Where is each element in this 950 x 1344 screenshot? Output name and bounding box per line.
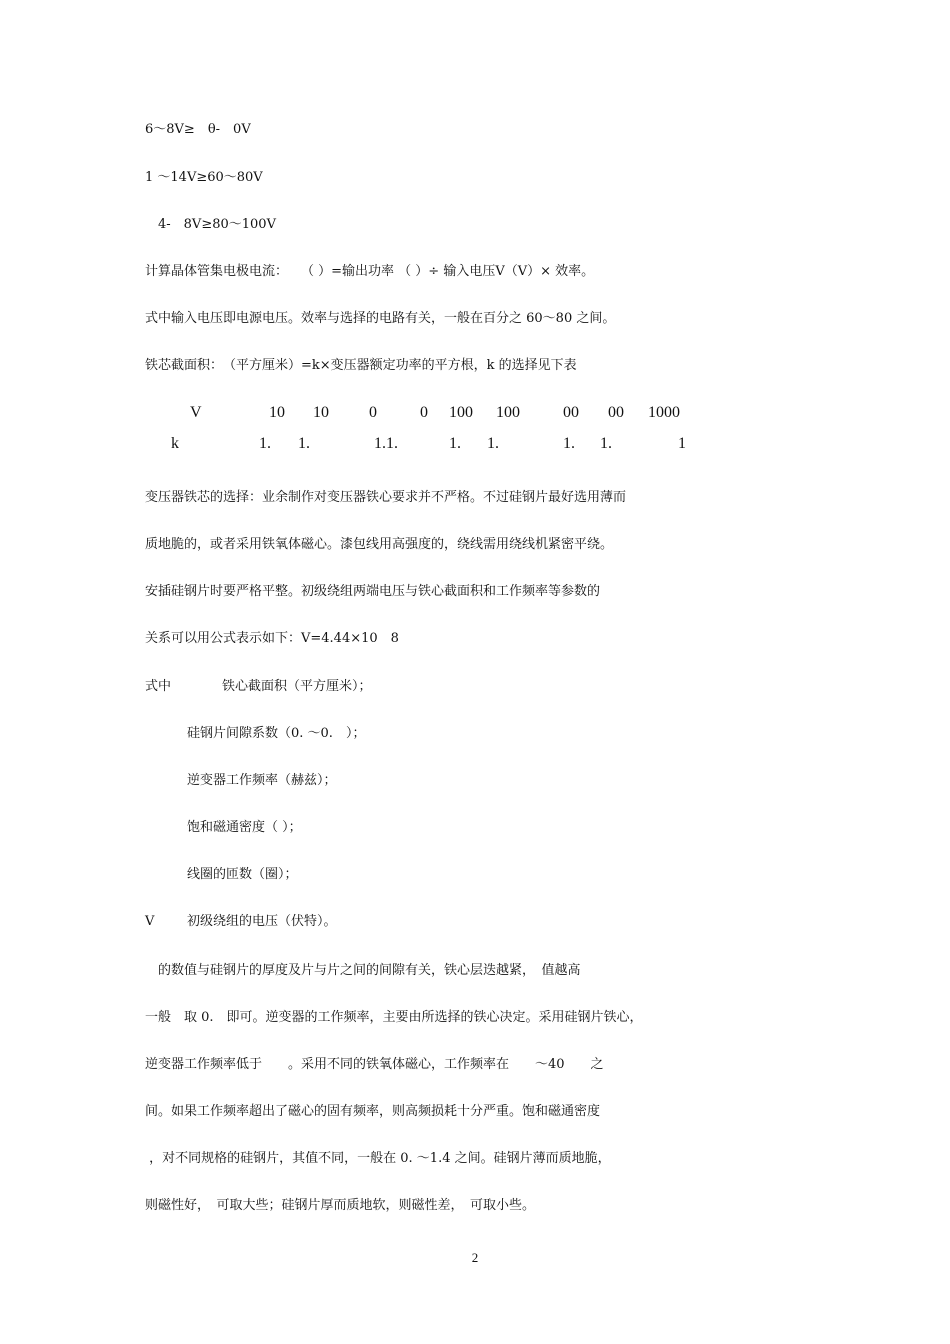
defs-lead: 式中 (145, 679, 172, 694)
def-v-text: 初级绕组的电压（伏特）。 (187, 914, 337, 929)
closing-line: 的数值与硅钢片的厚度及片与片之间的间隙有关，铁心层迭越紧， 值越高 (145, 963, 581, 978)
table-cell: 1 (678, 435, 686, 452)
closing-line: 间。如果工作频率超出了磁心的固有频率，则高频损耗十分严重。饱和磁通密度 (145, 1104, 601, 1119)
def-item: 线圈的匝数（圈）； (187, 867, 298, 882)
closing-line: 逆变器工作频率低于 。采用不同的铁氧体磁心，工作频率在 ～40 之 (145, 1057, 604, 1072)
core-area-formula: 铁芯截面积： （平方厘米）=k×变压器额定功率的平方根，k 的选择见下表 (145, 358, 577, 373)
table-cell: 0 (369, 404, 377, 421)
table-cell: 100 (496, 404, 520, 421)
table-cell: 1. (298, 435, 310, 452)
closing-line: 则磁性好， 可取大些；硅钢片厚而质地软，则磁性差， 可取小些。 (145, 1198, 536, 1213)
efficiency-note: 式中输入电压即电源电压。效率与选择的电路有关，一般在百分之 60～80 之间。 (145, 311, 616, 326)
def-item: 铁心截面积（平方厘米）； (222, 679, 372, 694)
table-cell: 1.1. (374, 435, 398, 452)
collector-current-formula: 计算晶体管集电极电流： （ ）=输出功率 （ ）÷ 输入电压V（V）× 效率。 (145, 264, 595, 279)
paragraph-line: 安插硅钢片时要严格平整。初级绕组两端电压与铁心截面积和工作频率等参数的 (145, 584, 601, 599)
paragraph-line: 质地脆的，或者采用铁氧体磁心。漆包线用高强度的，绕线需用绕线机紧密平绕。 (145, 537, 614, 552)
voltage-line-3: 4- 8V≥80～100V (145, 217, 276, 232)
def-item: 硅钢片间隙系数（0. ～0. ）； (187, 726, 366, 741)
table-cell: V (190, 404, 202, 421)
table-cell: 1. (600, 435, 612, 452)
table-cell: 1. (259, 435, 271, 452)
table-cell: k (171, 435, 179, 452)
table-cell: 0 (420, 404, 428, 421)
table-cell: 10 (313, 404, 329, 421)
table-cell: 1000 (648, 404, 680, 421)
table-cell: 10 (269, 404, 285, 421)
closing-line: 一般 取 0. 即可。逆变器的工作频率，主要由所选择的铁心决定。采用硅钢片铁心， (145, 1010, 643, 1025)
table-cell: 1. (487, 435, 499, 452)
table-row-k (0, 435, 950, 457)
def-item: 饱和磁通密度（ ）； (187, 820, 302, 835)
def-item: 逆变器工作频率（赫兹）； (187, 773, 337, 788)
table-row-v (0, 404, 950, 426)
voltage-line-1: 6～8V≥ θ- 0V (145, 122, 251, 137)
table-cell: 00 (563, 404, 579, 421)
closing-line: ，对不同规格的硅钢片，其值不同，一般在 0. ～1.4 之间。硅钢片薄而质地脆， (145, 1151, 611, 1166)
def-v-label: V (145, 914, 155, 929)
table-cell: 100 (449, 404, 473, 421)
paragraph-line: 变压器铁芯的选择：业余制作对变压器铁心要求并不严格。不过硅钢片最好选用薄而 (145, 490, 627, 505)
table-cell: 1. (449, 435, 461, 452)
voltage-line-2: 1 ～14V≥60～80V (145, 170, 263, 185)
paragraph-line: 关系可以用公式表示如下：V=4.44×10 8 (145, 631, 399, 646)
table-cell: 1. (563, 435, 575, 452)
page-number: 2 (471, 1250, 479, 1265)
table-cell: 00 (608, 404, 624, 421)
